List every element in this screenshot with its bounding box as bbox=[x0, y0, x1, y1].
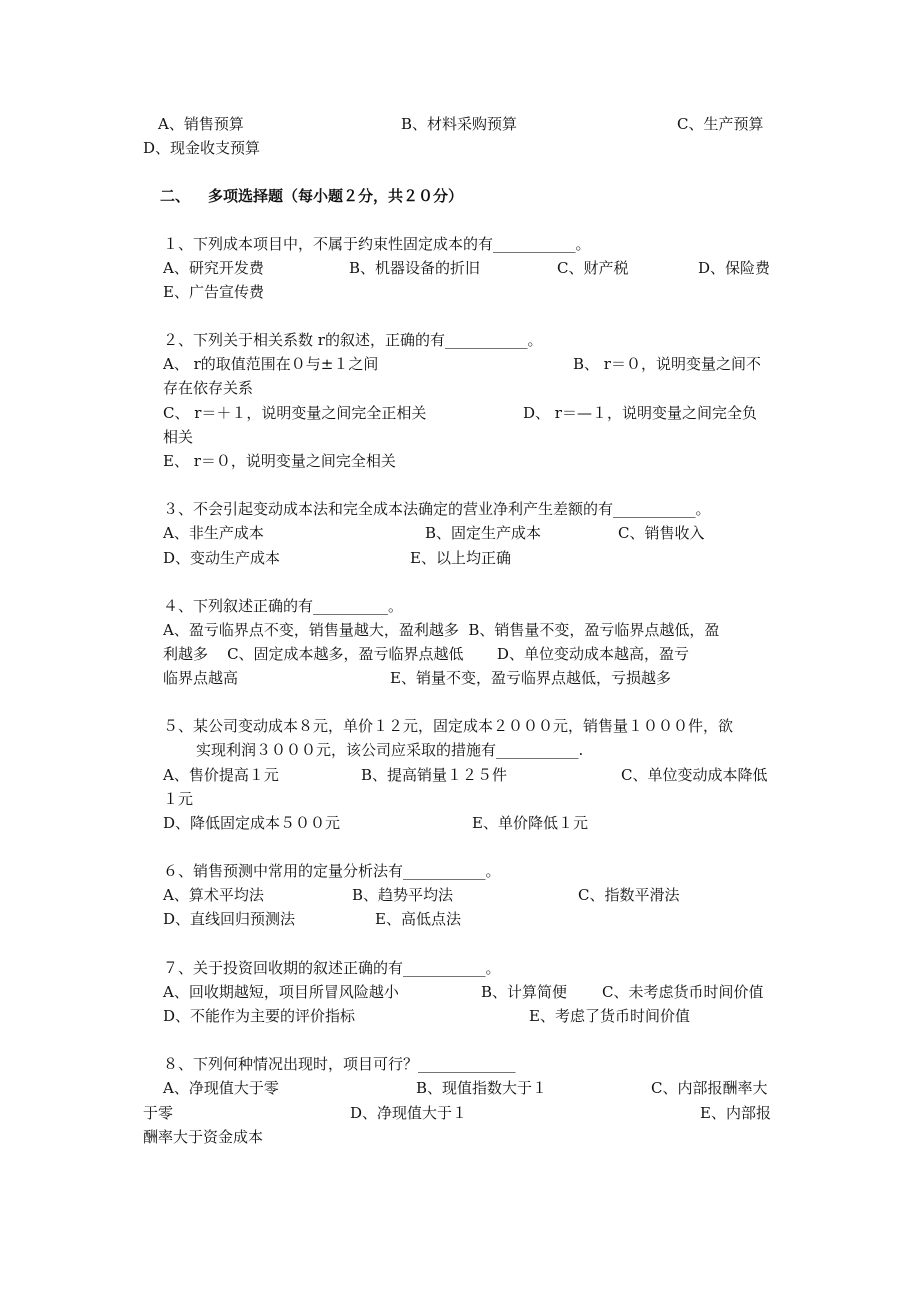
q2-option-b: B、 r＝０，说明变量之间不 bbox=[573, 355, 761, 373]
q4-option-e: E、销量不变，盈亏临界点越低，亏损越多 bbox=[390, 669, 671, 687]
question-2: ２、下列关于相关系数 r的叙述，正确的有___________。 bbox=[163, 331, 543, 349]
q1-option-c: C、财产税 bbox=[557, 259, 629, 277]
q5-option-c: C、单位变动成本降低 bbox=[621, 766, 768, 784]
q6-option-d: D、直线回归预测法 bbox=[163, 910, 296, 928]
q5-option-b: B、提高销量１２５件 bbox=[361, 766, 508, 784]
question-6: ６、销售预测中常用的定量分析法有___________。 bbox=[163, 862, 501, 880]
question-8: ８、下列何种情况出现时，项目可行？_____________ bbox=[163, 1055, 516, 1073]
q7-option-c: C、未考虑货币时间价值 bbox=[602, 983, 764, 1001]
q4-options-line-2: 利越多 C、固定成本越多，盈亏临界点越低 D、单位变动成本越高，盈亏 bbox=[163, 645, 689, 663]
q8-option-c-cont: 于零 bbox=[143, 1104, 174, 1122]
q8-option-e: E、内部报 bbox=[700, 1104, 771, 1122]
q2-option-d: D、 r＝—１，说明变量之间完全负 bbox=[523, 404, 757, 422]
q5-option-e: E、单价降低１元 bbox=[472, 814, 588, 832]
q2-option-d-cont: 相关 bbox=[163, 428, 194, 446]
q2-option-a: A、 r的取值范围在０与±１之间 bbox=[163, 355, 379, 373]
q8-option-c: C、内部报酬率大 bbox=[651, 1079, 768, 1097]
option-d: D、现金收支预算 bbox=[143, 139, 261, 157]
q6-option-c: C、指数平滑法 bbox=[578, 886, 680, 904]
q7-option-a: A、回收期越短，项目所冒风险越小 bbox=[163, 983, 399, 1001]
q1-option-d: D、保险费 bbox=[698, 259, 771, 277]
q8-option-b: B、现值指数大于１ bbox=[416, 1079, 548, 1097]
q4-options-line-1: A、盈亏临界点不变，销售量越大，盈利越多 B、销售量不变，盈亏临界点越低，盈 bbox=[163, 621, 720, 639]
q6-option-e: E、高低点法 bbox=[375, 910, 461, 928]
question-5: ５、某公司变动成本８元，单价１２元，固定成本２０００元，销售量１０００件，欲 bbox=[163, 717, 734, 735]
section-title: 多项选择题（每小题２分，共２０分） bbox=[208, 187, 464, 205]
q4-options-line-3: 临界点越高 bbox=[163, 669, 239, 687]
q3-option-c: C、销售收入 bbox=[618, 524, 705, 542]
q7-option-b: B、计算简便 bbox=[481, 983, 568, 1001]
q2-option-e: E、 r＝０，说明变量之间完全相关 bbox=[163, 452, 396, 470]
section-number: 二、 bbox=[160, 187, 191, 205]
q5-option-d: D、降低固定成本５００元 bbox=[163, 814, 341, 832]
question-7: ７、关于投资回收期的叙述正确的有___________。 bbox=[163, 959, 501, 977]
q8-option-e-cont: 酬率大于资金成本 bbox=[143, 1128, 264, 1146]
option-a: A、销售预算 bbox=[158, 115, 244, 133]
question-1: １、下列成本项目中，不属于约束性固定成本的有___________。 bbox=[163, 235, 591, 253]
q2-option-c: C、 r＝＋１，说明变量之间完全正相关 bbox=[163, 404, 427, 422]
question-5-cont: 实现利润３０００元，该公司应采取的措施有___________. bbox=[196, 741, 584, 759]
q5-option-a: A、售价提高１元 bbox=[163, 766, 279, 784]
q3-option-e: E、以上均正确 bbox=[410, 549, 511, 567]
q7-option-d: D、不能作为主要的评价指标 bbox=[163, 1007, 356, 1025]
option-b: B、材料采购预算 bbox=[401, 115, 518, 133]
question-3: ３、不会引起变动成本法和完全成本法确定的营业净利产生差额的有___________。 bbox=[163, 500, 711, 518]
q2-option-b-cont: 存在依存关系 bbox=[163, 379, 254, 397]
question-4: ４、下列叙述正确的有__________。 bbox=[163, 597, 404, 615]
q6-option-b: B、趋势平均法 bbox=[352, 886, 454, 904]
q8-option-d: D、净现值大于１ bbox=[350, 1104, 468, 1122]
q1-option-b: B、机器设备的折旧 bbox=[349, 259, 481, 277]
q3-option-a: A、非生产成本 bbox=[163, 524, 264, 542]
q7-option-e: E、考虑了货币时间价值 bbox=[529, 1007, 690, 1025]
q3-option-b: B、固定生产成本 bbox=[425, 524, 542, 542]
q8-option-a: A、净现值大于零 bbox=[163, 1079, 279, 1097]
q6-option-a: A、算术平均法 bbox=[163, 886, 264, 904]
q1-option-a: A、研究开发费 bbox=[163, 259, 264, 277]
q3-option-d: D、变动生产成本 bbox=[163, 549, 281, 567]
option-c: C、生产预算 bbox=[677, 115, 764, 133]
q1-option-e: E、广告宣传费 bbox=[163, 283, 264, 301]
q5-option-c-cont: １元 bbox=[163, 790, 194, 808]
